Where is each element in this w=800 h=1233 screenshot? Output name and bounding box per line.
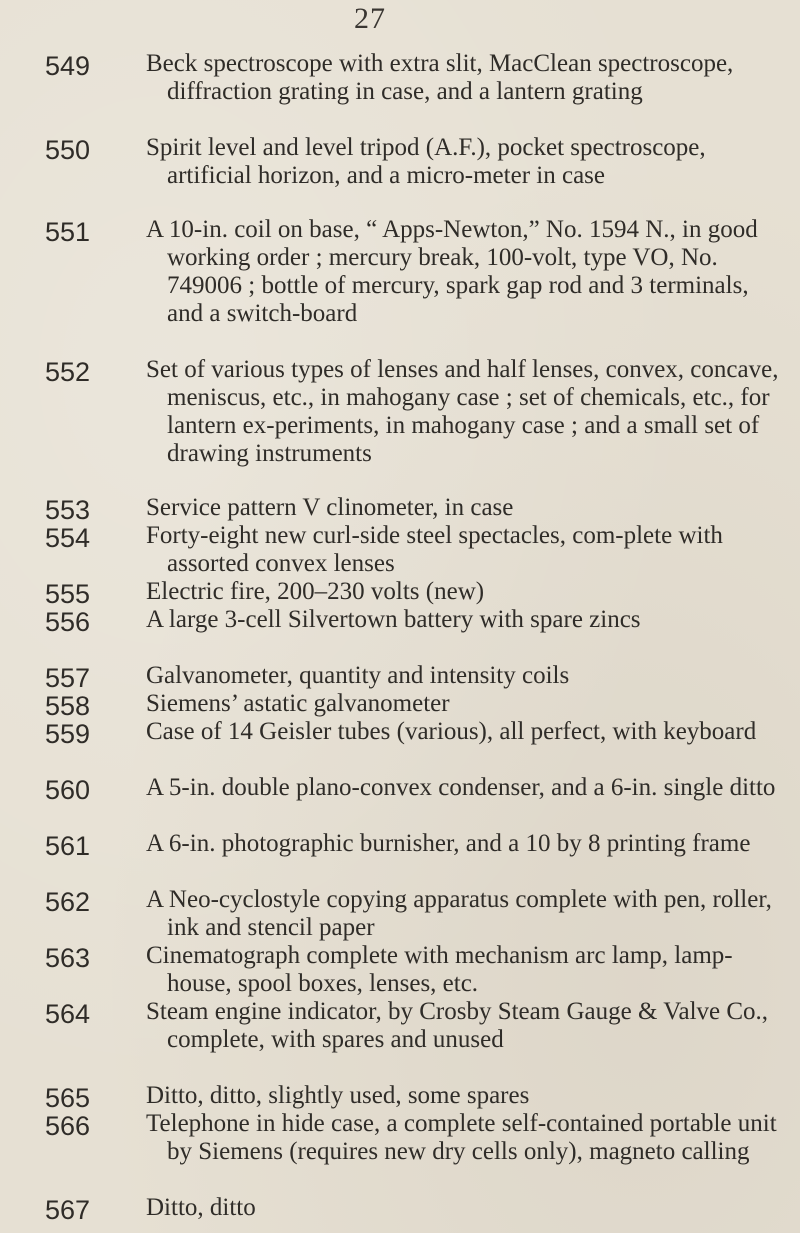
lot-description: A large 3-cell Silvertown battery with spare zincs — [146, 606, 641, 633]
lot-number: 561 — [45, 831, 91, 861]
lot-description: A 5-in. double plano-convex condenser, and a 6-in. single ditto — [146, 774, 776, 801]
lot-number: 555 — [45, 579, 91, 609]
lot-number: 557 — [45, 663, 91, 693]
lot-description: Cinematograph complete with mechanism arc lamp, lamp-house, spool boxes, lenses, etc. — [146, 942, 733, 997]
lot-number: 559 — [45, 719, 91, 749]
page-number: 27 — [354, 2, 386, 35]
lot-number: 566 — [45, 1111, 91, 1141]
lot-description: A 10-in. coil on base, “ Apps-Newton,” No. 1594 N., in good working order ; mercury break, 100-volt, type VO, No. 749006 ; bottle of mercury, spark gap rod and 3 terminals, and a switch-board — [146, 216, 758, 327]
lot-description: Ditto, ditto — [146, 1194, 256, 1221]
lot-number: 554 — [45, 523, 91, 553]
lot-number: 564 — [45, 999, 91, 1029]
lot-description: Siemens’ astatic galvanometer — [146, 690, 450, 717]
lot-number: 551 — [45, 217, 91, 247]
lot-number: 562 — [45, 887, 91, 917]
lot-description: Spirit level and level tripod (A.F.), pocket spectroscope, artificial horizon, and a micro-meter in case — [146, 134, 706, 189]
lot-description: Galvanometer, quantity and intensity coils — [146, 662, 570, 689]
lot-description: Steam engine indicator, by Crosby Steam Gauge & Valve Co., complete, with spares and unused — [146, 998, 769, 1053]
lot-description: A 6-in. photographic burnisher, and a 10 by 8 printing frame — [146, 830, 751, 857]
lot-number: 558 — [45, 691, 91, 721]
lot-description: Electric fire, 200–230 volts (new) — [146, 578, 485, 605]
lot-description: A Neo-cyclostyle copying apparatus complete with pen, roller, ink and stencil paper — [146, 886, 772, 941]
lot-description: Telephone in hide case, a complete self-contained portable unit by Siemens (requires new dry cells only), magneto calling — [146, 1110, 777, 1165]
lot-number: 549 — [45, 51, 91, 81]
lot-number: 560 — [45, 775, 91, 805]
lot-number: 556 — [45, 607, 91, 637]
lot-description: Ditto, ditto, slightly used, some spares — [146, 1082, 530, 1109]
lot-number: 567 — [45, 1195, 91, 1225]
lot-description: Beck spectroscope with extra slit, MacClean spectroscope, diffraction grating in case, and a lantern grating — [146, 50, 734, 105]
lot-number: 563 — [45, 943, 91, 973]
lot-description: Forty-eight new curl-side steel spectacles, com-plete with assorted convex lenses — [146, 522, 723, 577]
lot-number: 552 — [45, 357, 91, 387]
lot-number: 565 — [45, 1083, 91, 1113]
lot-description: Set of various types of lenses and half lenses, convex, concave, meniscus, etc., in mahogany case ; set of chemicals, etc., for lantern ex-periments, in mahogany case ; and a small set of drawing instruments — [146, 356, 779, 467]
lot-number: 550 — [45, 135, 91, 165]
lot-description: Service pattern V clinometer, in case — [146, 494, 514, 521]
lot-number: 553 — [45, 495, 91, 525]
lot-description: Case of 14 Geisler tubes (various), all perfect, with keyboard — [146, 718, 757, 745]
